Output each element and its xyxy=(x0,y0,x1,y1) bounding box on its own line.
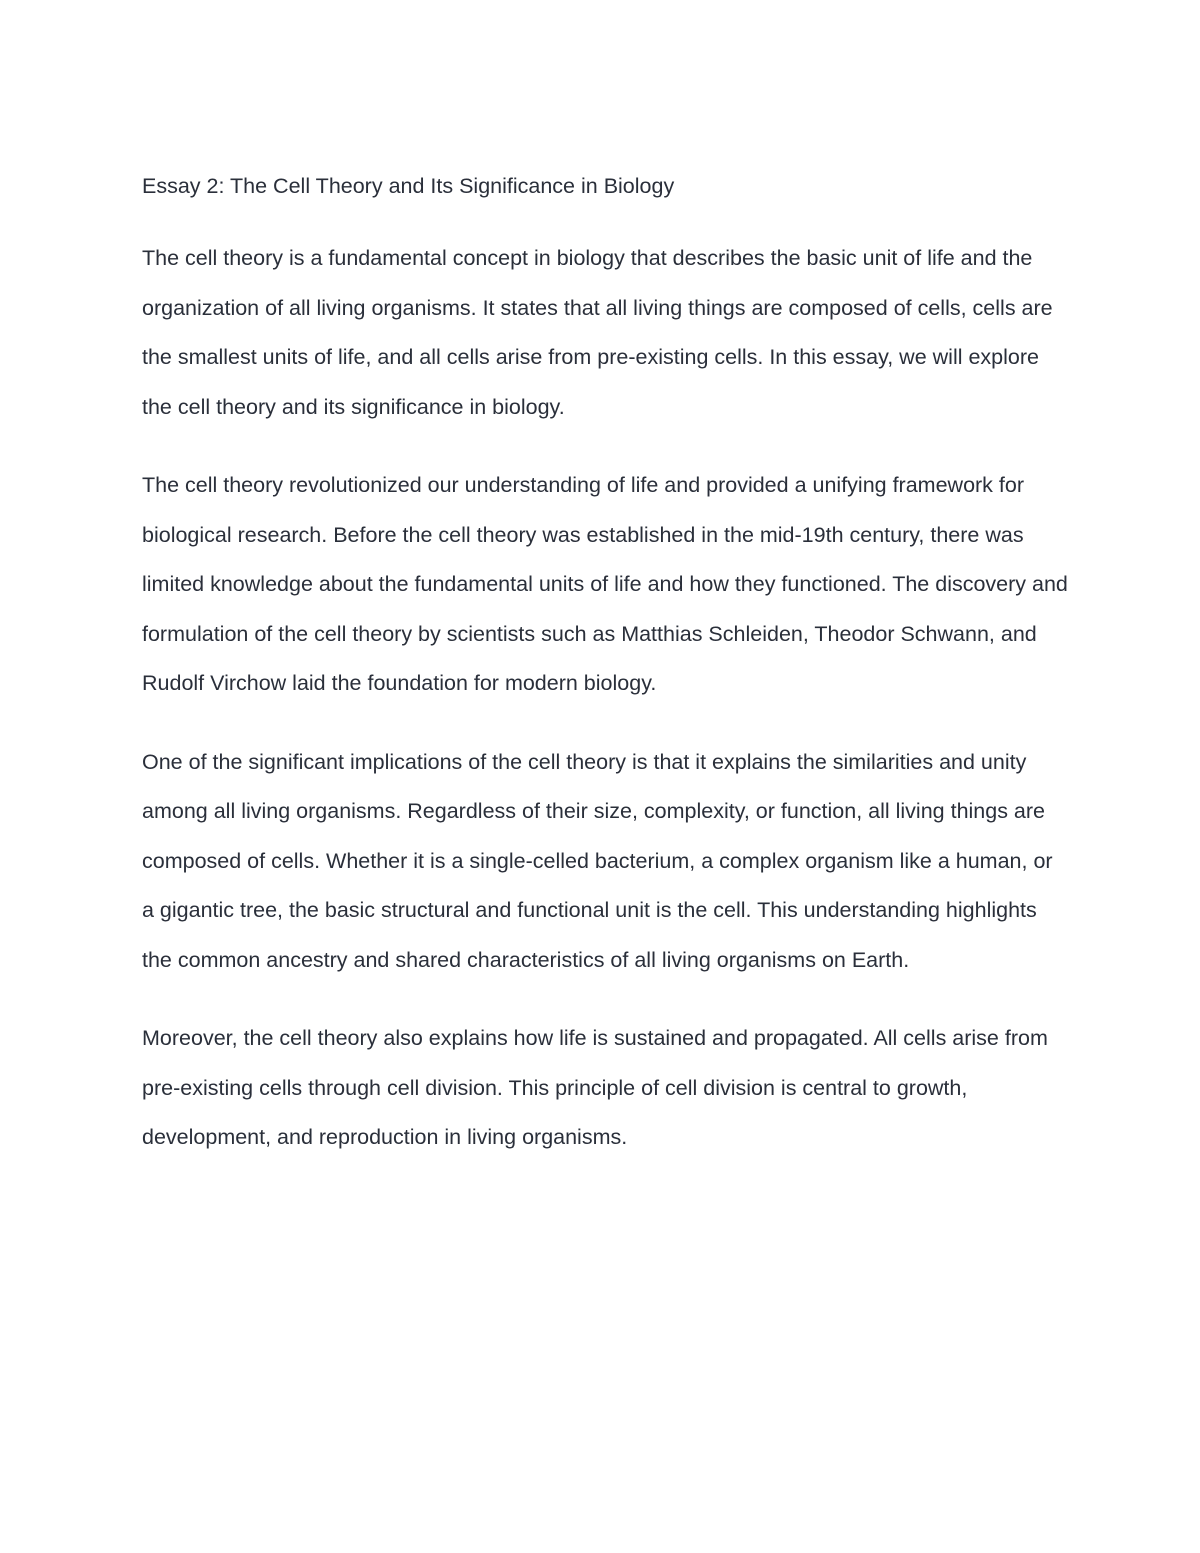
paragraph-3: One of the significant implications of the cell theory is that it explains the similarities and unity among all living organisms. Regardless of their size, complexity, or function, all living things are composed of cells. Whether it is a single-celled bacterium, a complex organism like a human, or a gigantic tree, the basic structural and functional unit is the cell. This understanding highlights the common ancestry and shared characteristics of all living organisms on Earth. xyxy=(142,749,1053,972)
paragraph-2: The cell theory revolutionized our understanding of life and provided a unifying framework for biological research. Before the cell theory was established in the mid-19th century, there was limited knowledge about the fundamental units of life and how they functioned. The discovery and formulation of the cell theory by scientists such as Matthias Schleiden, Theodor Schwann, and Rudolf Virchow laid the foundation for modern biology. xyxy=(142,473,1068,695)
paragraph-1: The cell theory is a fundamental concept in biology that describes the basic unit of life and the organization of all living organisms. It states that all living things are composed of cells, cells are the smallest units of life, and all cells arise from pre-existing cells. In this essay, we will explore the cell theory and its significance in biology. xyxy=(142,246,1053,419)
essay-title: Essay 2: The Cell Theory and Its Significance in Biology xyxy=(142,174,675,198)
paragraph-4: Moreover, the cell theory also explains how life is sustained and propagated. All cells arise from pre-existing cells through cell division. This principle of cell division is central to growth, development, and reproduction in living organisms. xyxy=(142,1026,1048,1149)
